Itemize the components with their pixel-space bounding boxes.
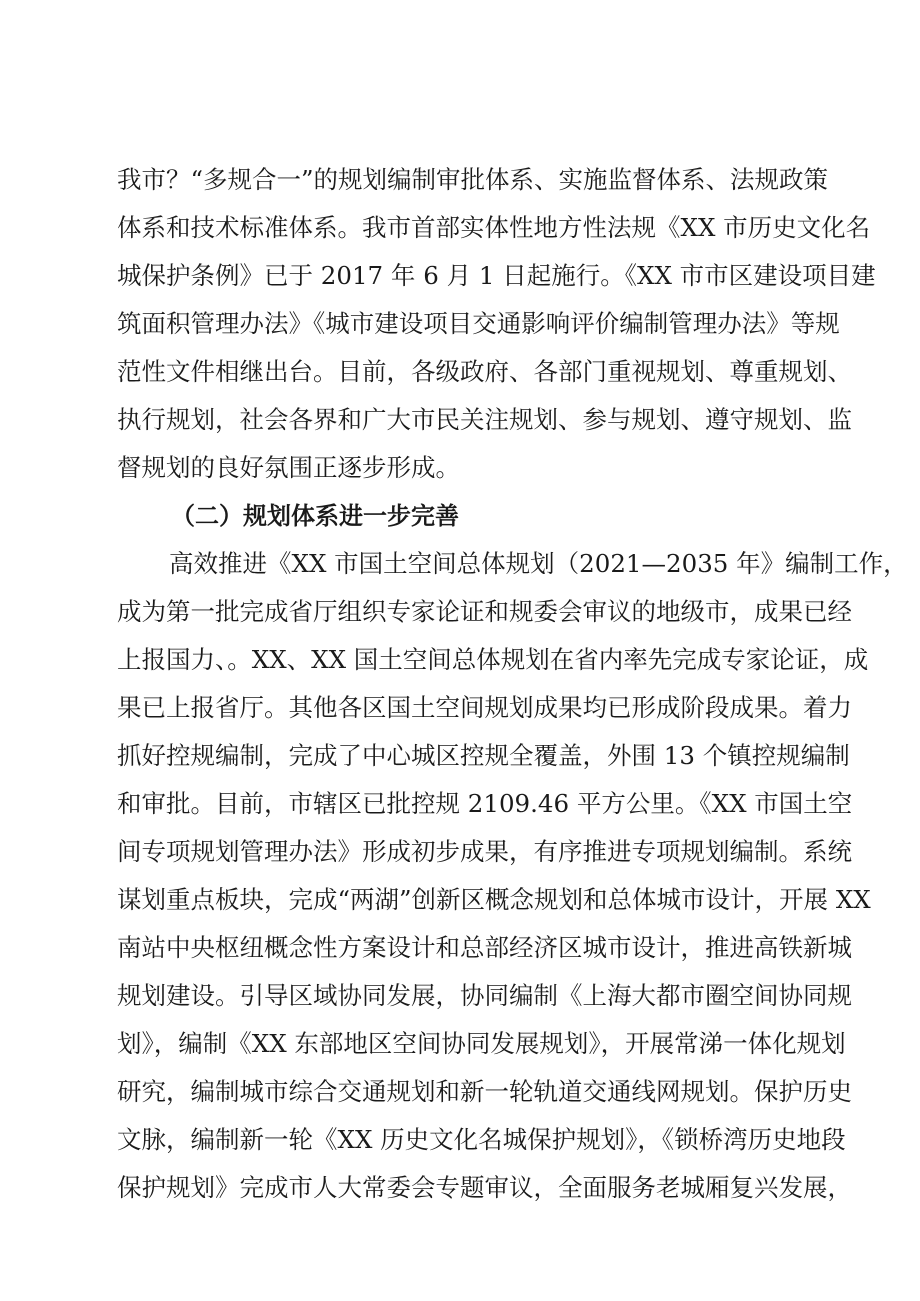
paragraph-line: 执行规划，社会各界和广大市民关注规划、参与规划、遵守规划、监 <box>117 405 852 434</box>
paragraph-line: 范性文件相继出台。目前，各级政府、各部门重视规划、尊重规划、 <box>117 357 852 386</box>
paragraph-line: 督规划的良好氛围正逐步形成。 <box>117 453 460 482</box>
paragraph-line: 划》，编制《XX 东部地区空间协同发展规划》，开展常涕一体化规划 <box>117 1029 846 1058</box>
section-heading: （二）规划体系进一步完善 <box>171 502 459 530</box>
paragraph-line: 上报国力、。XX、XX 国土空间总体规划在省内率先完成专家论证，成 <box>117 645 869 674</box>
paragraph-line: 规划建设。引导区域协同发展，协同编制《上海大都市圈空间协同规 <box>117 981 852 1010</box>
paragraph-line: 谋划重点板块，完成“两湖”创新区概念规划和总体城市设计，开展 XX <box>117 885 871 914</box>
paragraph-line: 城保护条例》已于 2017 年 6 月 1 日起施行。《XX 市市区建设项目建 <box>117 261 876 290</box>
paragraph-line: 果已上报省厅。其他各区国土空间规划成果均已形成阶段成果。着力 <box>117 693 852 722</box>
paragraph-line: 保护规划》完成市人大常委会专题审议，全面服务老城厢复兴发展， <box>117 1173 852 1202</box>
paragraph-line: 成为第一批完成省厅组织专家论证和规委会审议的地级市，成果已经 <box>117 597 852 626</box>
paragraph-line: 研究，编制城市综合交通规划和新一轮轨道交通线网规划。保护历史 <box>117 1077 852 1106</box>
paragraph-line: 文脉，编制新一轮《XX 历史文化名城保护规划》，《锁桥湾历史地段 <box>117 1125 846 1154</box>
paragraph-line: 体系和技术标准体系。我市首部实体性地方性法规《XX 市历史文化名 <box>117 213 871 242</box>
paragraph-line: 抓好控规编制，完成了中心城区控规全覆盖，外围 13 个镇控规编制 <box>117 741 850 770</box>
paragraph-line: 南站中央枢纽概念性方案设计和总部经济区城市设计，推进高铁新城 <box>117 933 852 962</box>
paragraph-line: 高效推进《XX 市国土空间总体规划（2021—2035 年》编制工作， <box>169 549 908 578</box>
paragraph-line: 和审批。目前，市辖区已批控规 2109.46 平方公里。《XX 市国土空 <box>117 789 853 818</box>
paragraph-line: 间专项规划管理办法》形成初步成果，有序推进专项规划编制。系统 <box>117 837 852 866</box>
paragraph-line: 筑面积管理办法》《城市建设项目交通影响评价编制管理办法》等规 <box>117 309 840 338</box>
paragraph-line: 我市？“多规合一”的规划编制审批体系、实施监督体系、法规政策 <box>117 165 829 194</box>
